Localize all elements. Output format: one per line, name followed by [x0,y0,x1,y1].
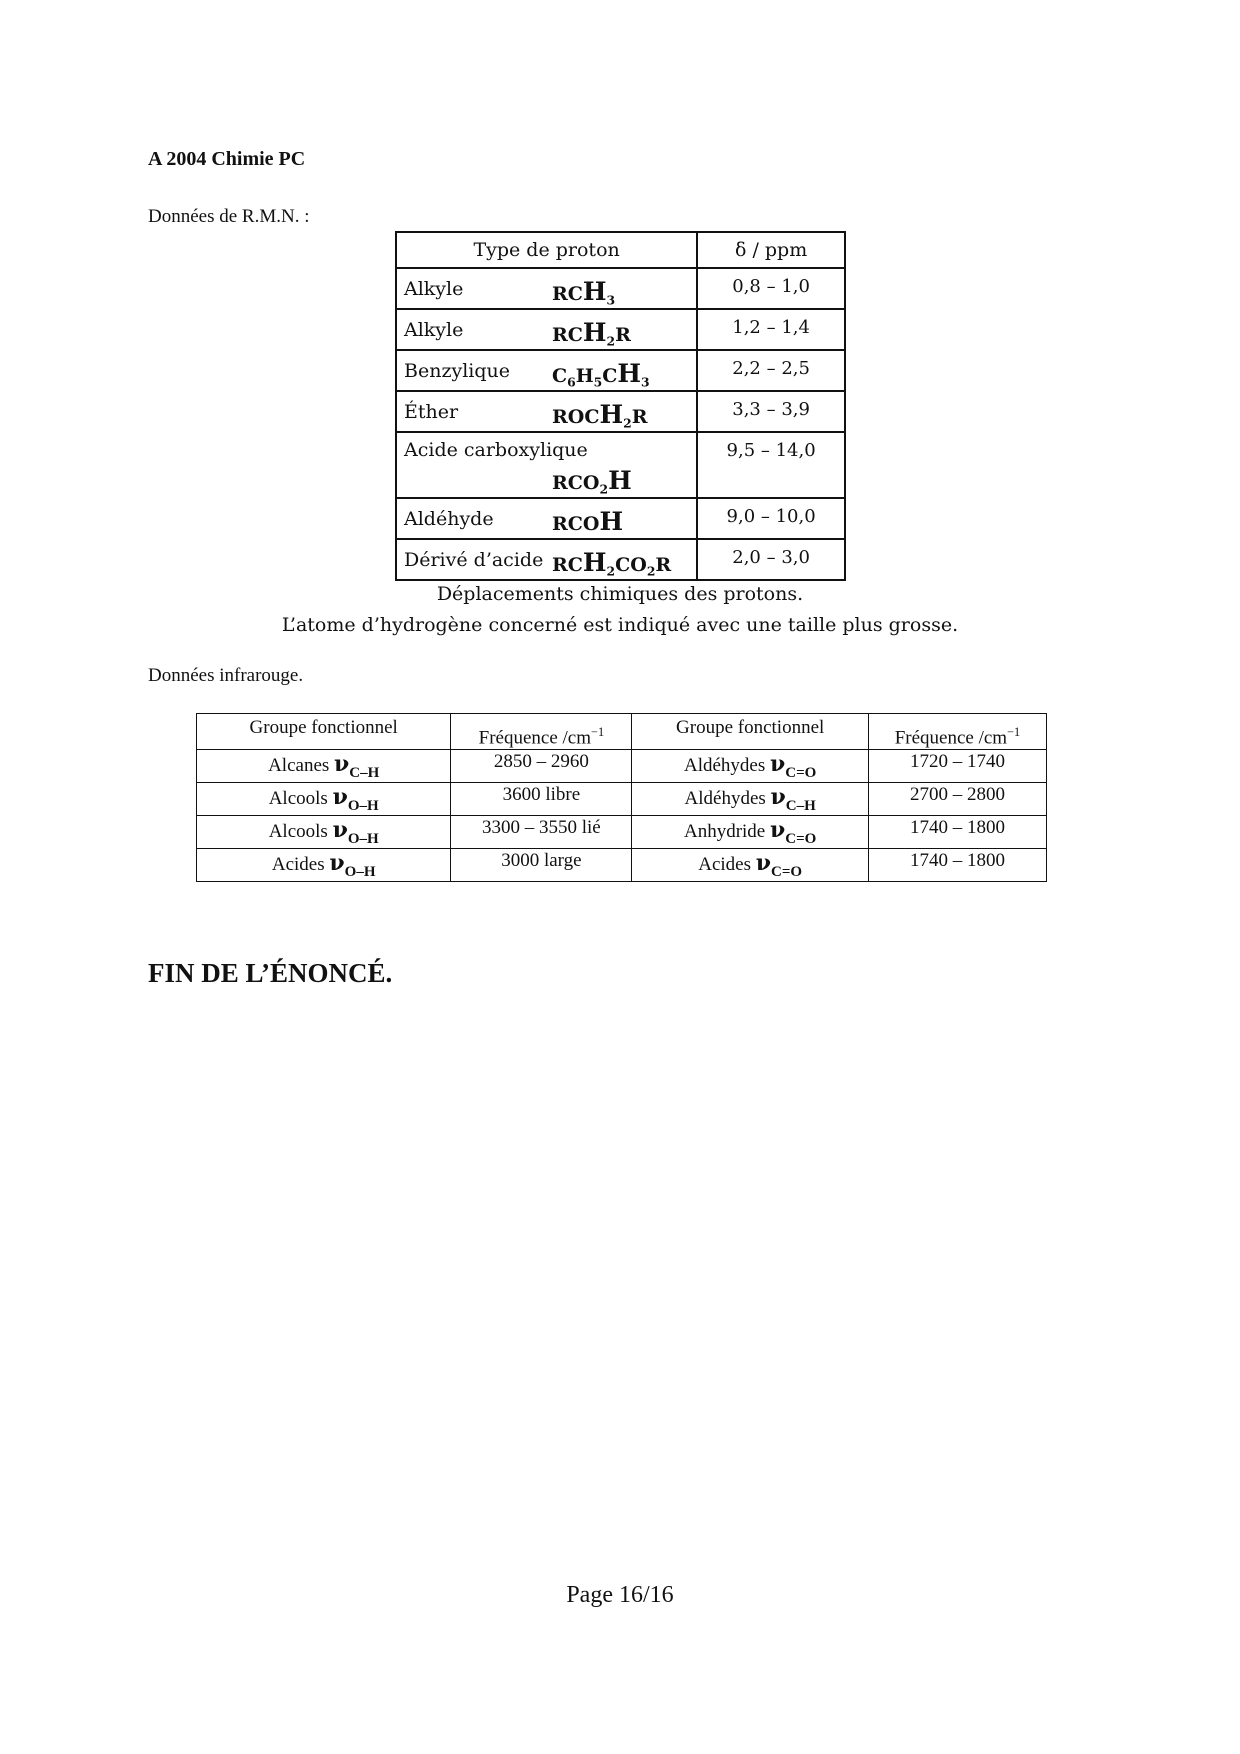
ppm-value: 3,3 – 3,9 [697,391,845,432]
table-row [396,268,845,309]
formula: $RCH_2R$ [552,318,631,349]
frequency-value: 2850 – 2960 [451,750,632,783]
ir-header-row [197,714,1047,750]
proton-type: Acide carboxylique [404,439,588,461]
ir-col-group: Groupe fonctionnel [632,714,869,750]
formula: $RCH_3$ [552,277,616,308]
formula: $ROCH_2R$ [552,400,648,431]
nmr-caption: Déplacements chimiques des protons. [436,583,804,605]
ppm-value: 9,0 – 10,0 [697,498,845,539]
functional-group: Alcanes $\nu_{C-H}$ [197,750,451,783]
formula: $C_6H_5CH_3$ [552,359,650,390]
formula: $RCO_2H$ [552,466,632,497]
table-row [396,498,845,539]
ppm-value: 2,0 – 3,0 [697,539,845,580]
table-row [197,849,1047,882]
table-row [396,432,845,498]
functional-group: Alcools $\nu_{O-H}$ [197,816,451,849]
ir-col-group: Groupe fonctionnel [197,714,451,750]
functional-group: Alcools $\nu_{O-H}$ [197,783,451,816]
nmr-table [395,231,846,581]
ppm-value: 9,5 – 14,0 [697,432,845,498]
nmr-col-ppm: δ / ppm [697,232,845,268]
proton-type: Éther [404,401,459,423]
functional-group: Aldéhydes $\nu_{C-H}$ [632,783,869,816]
table-row [396,350,845,391]
page-number: Page 16/16 [566,1582,674,1608]
proton-type: Alkyle [404,278,464,300]
functional-group: Acides $\nu_{C=O}$ [632,849,869,882]
frequency-value: 3600 libre [451,783,632,816]
formula: $RCH_2CO_2R$ [552,548,672,579]
nmr-col-type: Type de proton [396,232,697,268]
frequency-value: 1740 – 1800 [868,849,1046,882]
ppm-value: 0,8 – 1,0 [697,268,845,309]
proton-type: Alkyle [404,319,464,341]
table-row [396,539,845,580]
ir-table [196,713,1047,882]
ir-col-freq: Fréquence $/cm^{-1}$ [451,714,632,750]
functional-group: Aldéhydes $\nu_{C=O}$ [632,750,869,783]
ppm-value: 2,2 – 2,5 [697,350,845,391]
end-of-statement: FIN DE L’ÉNONCÉ. [148,958,393,988]
table-row [197,783,1047,816]
frequency-value: 2700 – 2800 [868,783,1046,816]
frequency-value: 3300 – 3550 lié [451,816,632,849]
frequency-value: 1740 – 1800 [868,816,1046,849]
functional-group: Acides $\nu_{O-H}$ [197,849,451,882]
proton-type: Dérivé d’acide [404,549,544,571]
ir-col-freq: Fréquence $/cm^{-1}$ [868,714,1046,750]
functional-group: Anhydride $\nu_{C=O}$ [632,816,869,849]
frequency-value: 3000 large [451,849,632,882]
nmr-caption-note: L’atome d’hydrogène concerné est indiqué avec une taille plus grosse. [281,614,959,636]
table-row [197,750,1047,783]
nmr-header-row [396,232,845,268]
table-row [396,391,845,432]
proton-type: Benzylique [404,360,510,382]
table-row [197,816,1047,849]
table-row [396,309,845,350]
formula: RCOH [552,507,624,536]
proton-type: Aldéhyde [404,508,494,530]
nmr-label: Données de R.M.N. : [148,206,310,227]
document-header: A 2004 Chimie PC [148,148,306,170]
ir-label: Données infrarouge. [148,665,304,686]
ppm-value: 1,2 – 1,4 [697,309,845,350]
frequency-value: 1720 – 1740 [868,750,1046,783]
